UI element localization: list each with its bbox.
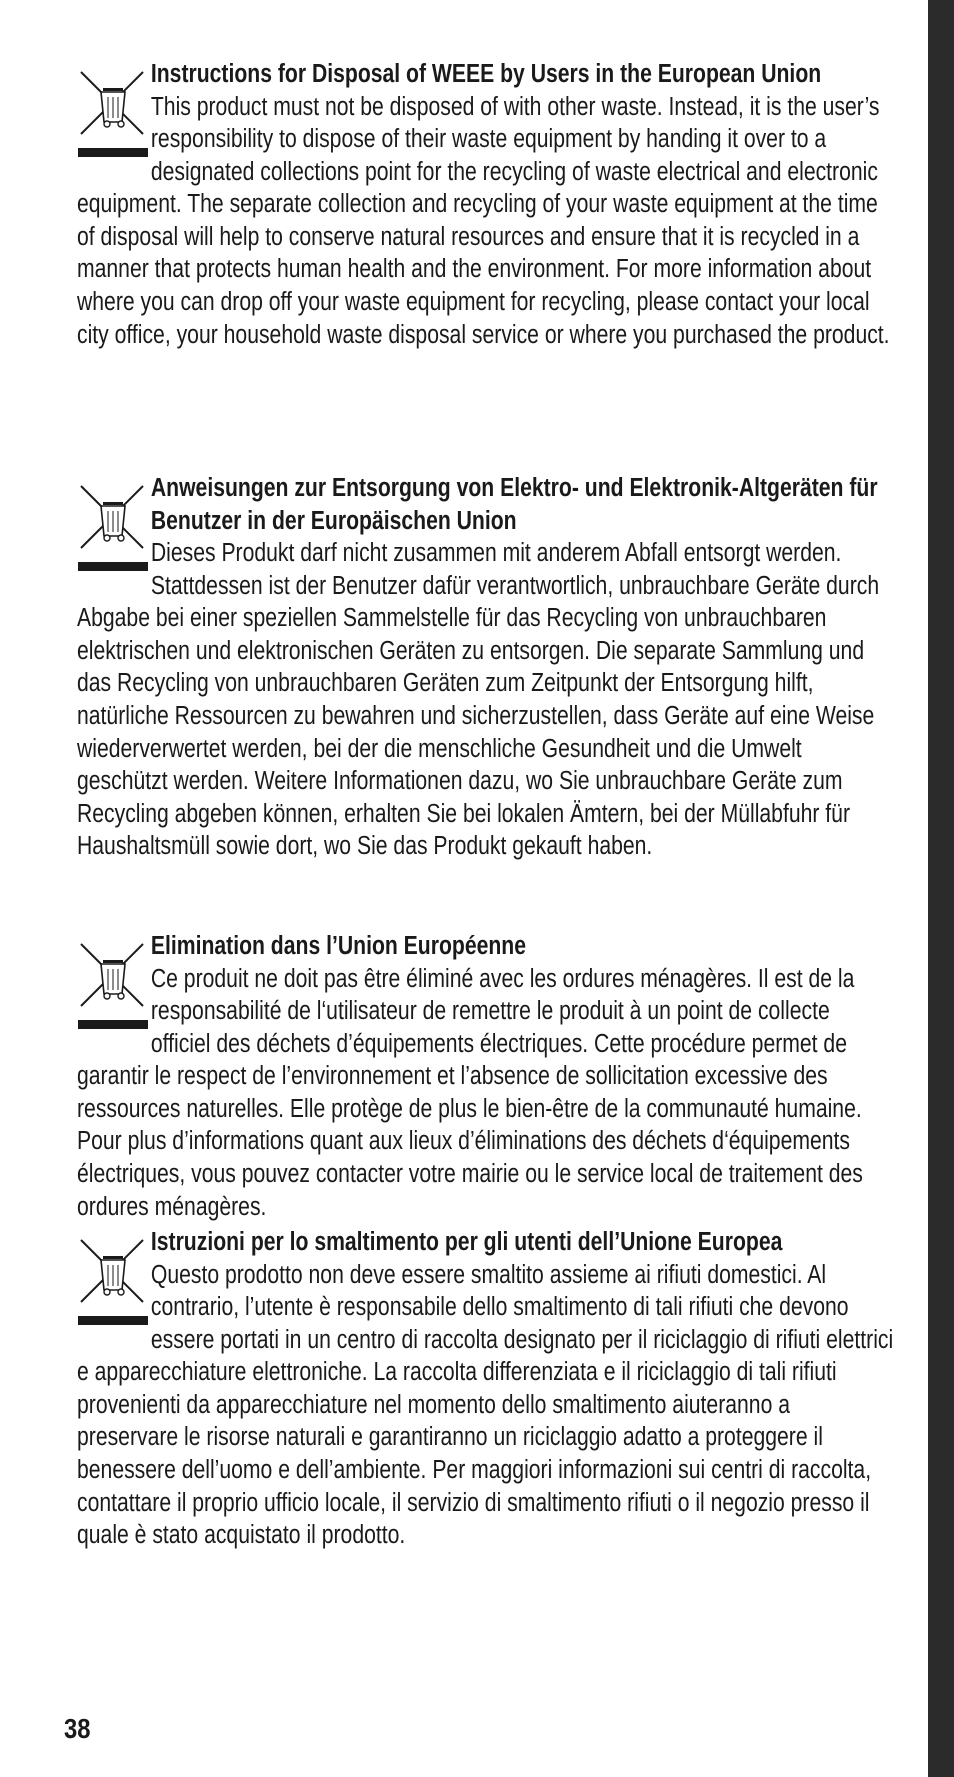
section-title: Istruzioni per lo smaltimento per gli utenti dell’Unione Europea <box>150 1228 783 1256</box>
section-title: Anweisungen zur Entsorgung von Elektro- und Elektronik-Altgeräten für Benutzer in der Europäischen Union <box>150 474 878 535</box>
page-number: 38 <box>64 1713 91 1744</box>
section-italian <box>77 1226 897 1586</box>
section-title: Instructions for Disposal of WEEE by Users in the European Union <box>150 60 822 88</box>
weee-disposal-page <box>77 58 897 1586</box>
section-body: Dieses Produkt darf nicht zusammen mit anderem Abfall entsorgt werden. Stattdessen ist der Benutzer dafür verantwortlich, unbrauchbare Geräte durch Abgabe bei einer speziellen Sammelstelle für das Recycling von unbrauchbaren elektrischen und elektronischen Geräten zu entsorgen. Die separate Sammlung und das Recycling von unbrauchbaren Geräten zum Zeitpunkt der Entsorgung hilft, natürliche Ressourcen zu bewahren und sicherzustellen, dass Geräte auf eine Weise wiederverwertet werden, bei der die menschliche Gesundheit und die Umwelt geschützt werden. Weitere Informationen dazu, wo Sie unbrauchbare Geräte zum Recycling abgeben können, erhalten Sie bei lokalen Ämtern, bei der Müllabfuhr für Haushaltsmüll sowie dort, wo Sie das Produkt gekauft haben. <box>77 539 880 861</box>
page-edge-bar <box>928 0 954 1777</box>
section-body: Ce produit ne doit pas être éliminé avec les ordures ménagères. Il est de la responsabilité de l‘utilisateur de remettre le produit à un point de collecte officiel des déchets d’équipements électriques. Cette procédure permet de garantir le respect de l’environnement et l’absence de sollicitation excessive des ressources naturelles. Elle protège de plus le bien-être de la communauté humaine. Pour plus d’informations quant aux lieux d’éliminations des déchets d‘équipements électriques, vous pouvez contacter votre mairie ou le service local de traitement des ordures ménagères. <box>77 964 863 1221</box>
section-body: This product must not be disposed of with other waste. Instead, it is the user’s responsibility to dispose of their waste equipment by handing it over to a designated collections point for the recycling of waste electrical and electronic equipment. The separate collection and recycling of your waste equipment at the time of disposal will help to conserve natural resources and ensure that it is recycled in a manner that protects human health and the environment. For more information about where you can drop off your waste equipment for recycling, please contact your local city office, your household waste disposal service or where you purchased the product. <box>77 92 890 349</box>
section-german <box>77 472 897 930</box>
section-body: Questo prodotto non deve essere smaltito assieme ai rifiuti domestici. Al contrario, l’utente è responsabile dello smaltimento di tali rifiuti che devono essere portati in un centro di raccolta designato per il riciclaggio di rifiuti elettrici e apparecchiature elettroniche. La raccolta differenziata e il riciclaggio di tali rifiuti provenienti da apparecchiature nel momento dello smaltimento aiuteranno a preservare le risorse naturali e garantiranno un riciclaggio adatto a proteggere il benessere dell’uomo e dell’ambiente. Per maggiori informazioni sui centri di raccolta, contattare il proprio ufficio locale, il servizio di smaltimento rifiuti o il negozio presso il quale è stato acquistato il prodotto. <box>77 1260 894 1550</box>
section-title: Elimination dans l’Union Européenne <box>150 932 526 960</box>
section-french <box>77 930 897 1226</box>
section-english <box>77 58 897 419</box>
